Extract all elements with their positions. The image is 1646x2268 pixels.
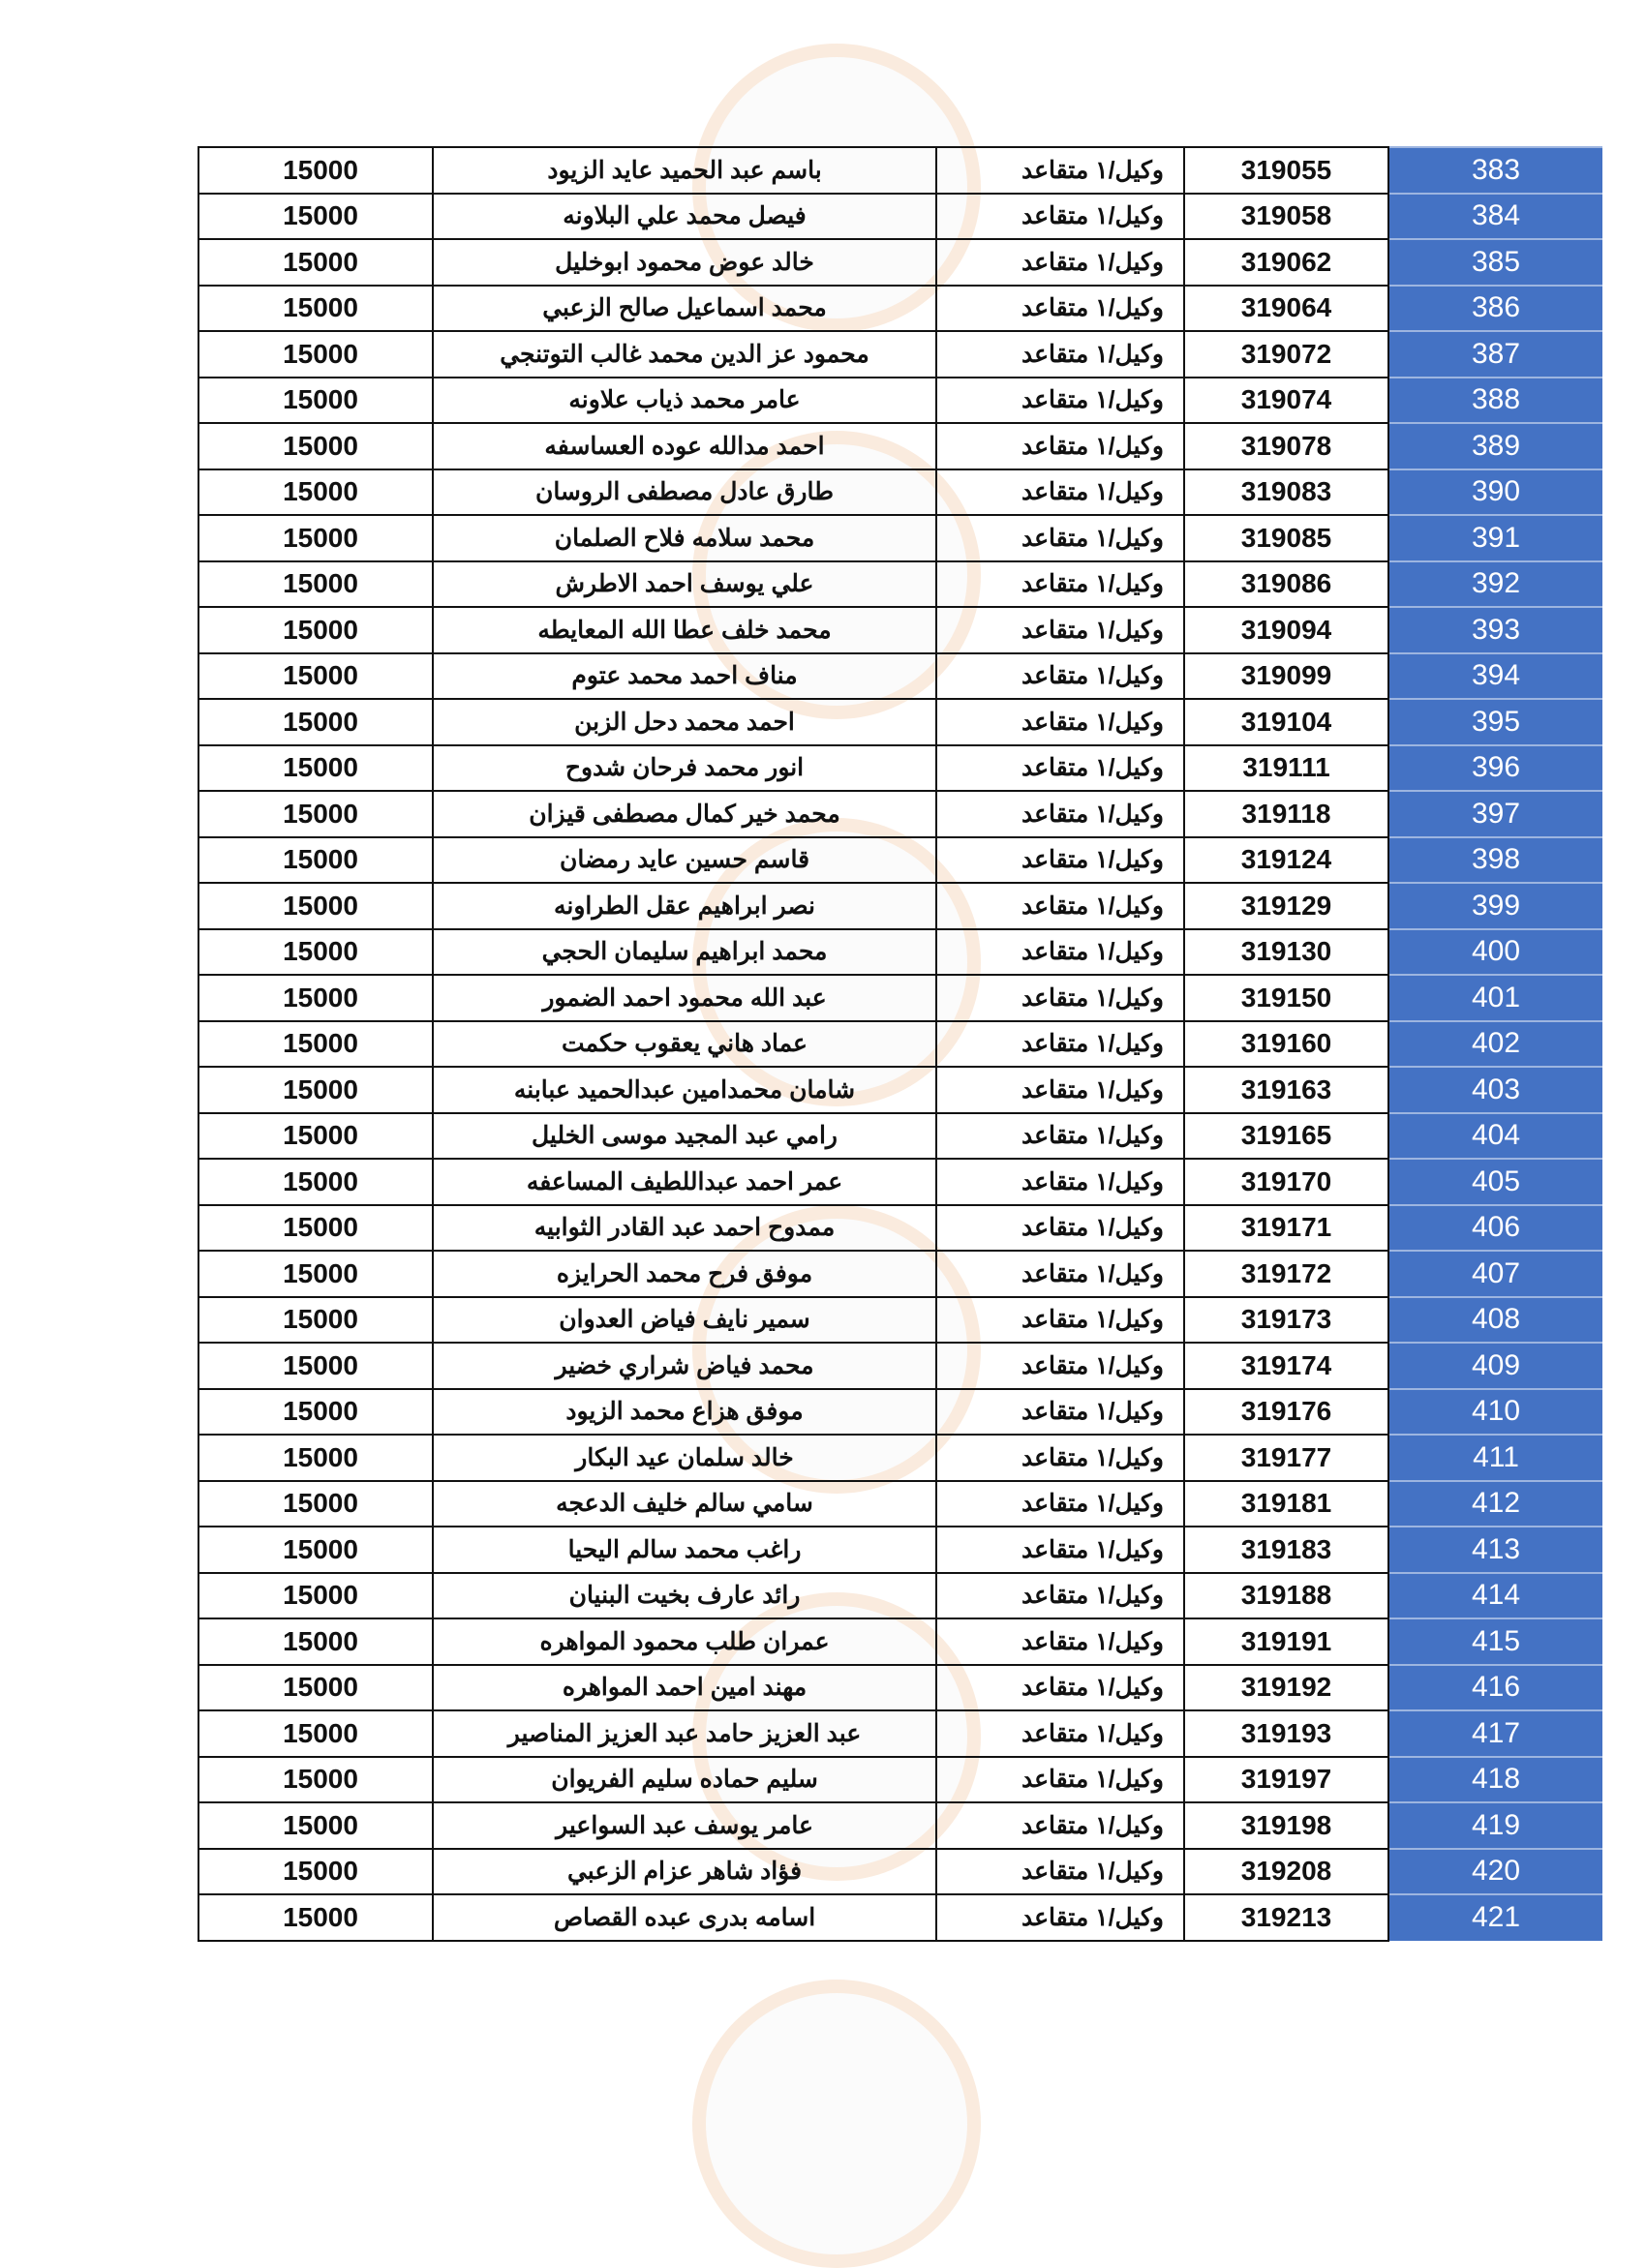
amount-cell: 15000 — [198, 147, 433, 194]
table-row — [198, 929, 1602, 976]
table-row — [198, 1251, 1602, 1297]
name-cell: محمود عز الدين محمد غالب التوتنجي — [433, 331, 936, 378]
name-cell: علي يوسف احمد الاطرش — [433, 561, 936, 608]
name-cell: محمد ابراهيم سليمان الحجي — [433, 929, 936, 976]
military-number-cell: 319150 — [1184, 975, 1388, 1021]
rank-cell: وكيل/١ متقاعد — [936, 791, 1184, 837]
rank-cell: وكيل/١ متقاعد — [936, 1618, 1184, 1665]
row-index-cell: 405 — [1388, 1159, 1602, 1205]
name-cell: انور محمد فرحان شدوح — [433, 745, 936, 792]
amount-cell: 15000 — [198, 1251, 433, 1297]
amount-cell: 15000 — [198, 1389, 433, 1436]
amount-cell: 15000 — [198, 929, 433, 976]
table-row — [198, 1710, 1602, 1757]
rank-cell: وكيل/١ متقاعد — [936, 607, 1184, 653]
table-row — [198, 1343, 1602, 1389]
amount-cell: 15000 — [198, 1849, 433, 1895]
table-row — [198, 607, 1602, 653]
row-index-cell: 411 — [1388, 1435, 1602, 1481]
military-number-cell: 319191 — [1184, 1618, 1388, 1665]
amount-cell: 15000 — [198, 469, 433, 516]
military-number-cell: 319104 — [1184, 699, 1388, 745]
rank-cell: وكيل/١ متقاعد — [936, 1481, 1184, 1527]
rank-cell: وكيل/١ متقاعد — [936, 837, 1184, 884]
row-index-cell: 394 — [1388, 653, 1602, 700]
table-row — [198, 194, 1602, 240]
rank-cell: وكيل/١ متقاعد — [936, 194, 1184, 240]
military-number-cell: 319177 — [1184, 1435, 1388, 1481]
amount-cell: 15000 — [198, 1894, 433, 1941]
row-index-cell: 389 — [1388, 423, 1602, 469]
amount-cell: 15000 — [198, 1757, 433, 1803]
amount-cell: 15000 — [198, 791, 433, 837]
amount-cell: 15000 — [198, 1205, 433, 1252]
amount-cell: 15000 — [198, 423, 433, 469]
rank-cell: وكيل/١ متقاعد — [936, 1435, 1184, 1481]
rank-cell: وكيل/١ متقاعد — [936, 1849, 1184, 1895]
table-row — [198, 745, 1602, 792]
military-number-cell: 319213 — [1184, 1894, 1388, 1941]
amount-cell: 15000 — [198, 1573, 433, 1619]
row-index-cell: 409 — [1388, 1343, 1602, 1389]
amount-cell: 15000 — [198, 1297, 433, 1344]
amount-cell: 15000 — [198, 1710, 433, 1757]
table-row — [198, 1297, 1602, 1344]
row-index-cell: 408 — [1388, 1297, 1602, 1344]
row-index-cell: 421 — [1388, 1894, 1602, 1941]
amount-cell: 15000 — [198, 653, 433, 700]
row-index-cell: 417 — [1388, 1710, 1602, 1757]
name-cell: عماد هاني يعقوب حكمت — [433, 1021, 936, 1068]
military-number-cell: 319055 — [1184, 147, 1388, 194]
row-index-cell: 419 — [1388, 1802, 1602, 1849]
name-cell: موفق هزاع محمد الزيود — [433, 1389, 936, 1436]
row-index-cell: 393 — [1388, 607, 1602, 653]
rank-cell: وكيل/١ متقاعد — [936, 469, 1184, 516]
row-index-cell: 386 — [1388, 286, 1602, 332]
military-number-cell: 319171 — [1184, 1205, 1388, 1252]
table-row — [198, 286, 1602, 332]
military-number-cell: 319124 — [1184, 837, 1388, 884]
row-index-cell: 413 — [1388, 1527, 1602, 1573]
amount-cell: 15000 — [198, 745, 433, 792]
rank-cell: وكيل/١ متقاعد — [936, 699, 1184, 745]
name-cell: خالد سلمان عيد البكار — [433, 1435, 936, 1481]
name-cell: سليم حماده سليم الفريوان — [433, 1757, 936, 1803]
amount-cell: 15000 — [198, 1113, 433, 1160]
amount-cell: 15000 — [198, 1527, 433, 1573]
name-cell: محمد اسماعيل صالح الزعبي — [433, 286, 936, 332]
amount-cell: 15000 — [198, 1618, 433, 1665]
rank-cell: وكيل/١ متقاعد — [936, 286, 1184, 332]
military-number-cell: 319170 — [1184, 1159, 1388, 1205]
military-number-cell: 319172 — [1184, 1251, 1388, 1297]
name-cell: احمد محمد دحل الزبن — [433, 699, 936, 745]
amount-cell: 15000 — [198, 607, 433, 653]
name-cell: محمد فياض شراري خضير — [433, 1343, 936, 1389]
table-row — [198, 561, 1602, 608]
name-cell: محمد خلف عطا الله المعايطه — [433, 607, 936, 653]
rank-cell: وكيل/١ متقاعد — [936, 1159, 1184, 1205]
rank-cell: وكيل/١ متقاعد — [936, 1021, 1184, 1068]
name-cell: عبد العزيز حامد عبد العزيز المناصير — [433, 1710, 936, 1757]
amount-cell: 15000 — [198, 837, 433, 884]
table-row — [198, 423, 1602, 469]
name-cell: مناف احمد محمد عتوم — [433, 653, 936, 700]
rank-cell: وكيل/١ متقاعد — [936, 1067, 1184, 1113]
rank-cell: وكيل/١ متقاعد — [936, 1205, 1184, 1252]
table-row — [198, 1527, 1602, 1573]
military-number-cell: 319160 — [1184, 1021, 1388, 1068]
military-number-cell: 319163 — [1184, 1067, 1388, 1113]
row-index-cell: 401 — [1388, 975, 1602, 1021]
name-cell: محمد خير كمال مصطفى قيزان — [433, 791, 936, 837]
rank-cell: وكيل/١ متقاعد — [936, 1665, 1184, 1711]
table-row — [198, 1618, 1602, 1665]
table-row — [198, 1849, 1602, 1895]
name-cell: رائد عارف بخيت البنيان — [433, 1573, 936, 1619]
table-row — [198, 1113, 1602, 1160]
military-number-cell: 319188 — [1184, 1573, 1388, 1619]
amount-cell: 15000 — [198, 286, 433, 332]
military-number-cell: 319074 — [1184, 378, 1388, 424]
row-index-cell: 415 — [1388, 1618, 1602, 1665]
military-number-cell: 319208 — [1184, 1849, 1388, 1895]
name-cell: عامر يوسف عبد السواعير — [433, 1802, 936, 1849]
amount-cell: 15000 — [198, 239, 433, 286]
name-cell: احمد مدالله عوده العساسفه — [433, 423, 936, 469]
rank-cell: وكيل/١ متقاعد — [936, 1113, 1184, 1160]
amount-cell: 15000 — [198, 194, 433, 240]
amount-cell: 15000 — [198, 378, 433, 424]
military-number-cell: 319193 — [1184, 1710, 1388, 1757]
row-index-cell: 410 — [1388, 1389, 1602, 1436]
row-index-cell: 392 — [1388, 561, 1602, 608]
rank-cell: وكيل/١ متقاعد — [936, 1297, 1184, 1344]
table-row — [198, 1757, 1602, 1803]
name-cell: قاسم حسين عايد رمضان — [433, 837, 936, 884]
military-number-cell: 319181 — [1184, 1481, 1388, 1527]
amount-cell: 15000 — [198, 1067, 433, 1113]
military-number-cell: 319165 — [1184, 1113, 1388, 1160]
table-row — [198, 1481, 1602, 1527]
row-index-cell: 412 — [1388, 1481, 1602, 1527]
amount-cell: 15000 — [198, 1481, 433, 1527]
amount-cell: 15000 — [198, 1435, 433, 1481]
name-cell: محمد سلامه فلاح الصلمان — [433, 515, 936, 561]
name-cell: باسم عبد الحميد عايد الزيود — [433, 147, 936, 194]
rank-cell: وكيل/١ متقاعد — [936, 1527, 1184, 1573]
rank-cell: وكيل/١ متقاعد — [936, 1710, 1184, 1757]
rank-cell: وكيل/١ متقاعد — [936, 239, 1184, 286]
name-cell: خالد عوض محمود ابوخليل — [433, 239, 936, 286]
row-index-cell: 407 — [1388, 1251, 1602, 1297]
rank-cell: وكيل/١ متقاعد — [936, 331, 1184, 378]
row-index-cell: 395 — [1388, 699, 1602, 745]
rank-cell: وكيل/١ متقاعد — [936, 883, 1184, 929]
name-cell: طارق عادل مصطفى الروسان — [433, 469, 936, 516]
rank-cell: وكيل/١ متقاعد — [936, 1757, 1184, 1803]
name-cell: مهند امين احمد المواهره — [433, 1665, 936, 1711]
military-number-cell: 319072 — [1184, 331, 1388, 378]
military-number-cell: 319198 — [1184, 1802, 1388, 1849]
table-row — [198, 331, 1602, 378]
rank-cell: وكيل/١ متقاعد — [936, 1251, 1184, 1297]
table-row — [198, 1802, 1602, 1849]
name-cell: فيصل محمد علي البلاونه — [433, 194, 936, 240]
rank-cell: وكيل/١ متقاعد — [936, 653, 1184, 700]
name-cell: رامي عبد المجيد موسى الخليل — [433, 1113, 936, 1160]
rank-cell: وكيل/١ متقاعد — [936, 975, 1184, 1021]
table-row — [198, 975, 1602, 1021]
row-index-cell: 398 — [1388, 837, 1602, 884]
amount-cell: 15000 — [198, 1802, 433, 1849]
name-cell: عمران طلب محمود المواهره — [433, 1618, 936, 1665]
table-row — [198, 1067, 1602, 1113]
row-index-cell: 420 — [1388, 1849, 1602, 1895]
military-number-cell: 319085 — [1184, 515, 1388, 561]
name-cell: ممدوح احمد عبد القادر الثوابيه — [433, 1205, 936, 1252]
row-index-cell: 388 — [1388, 378, 1602, 424]
table-row — [198, 147, 1602, 194]
row-index-cell: 416 — [1388, 1665, 1602, 1711]
table-row — [198, 1021, 1602, 1068]
row-index-cell: 399 — [1388, 883, 1602, 929]
rank-cell: وكيل/١ متقاعد — [936, 423, 1184, 469]
row-index-cell: 396 — [1388, 745, 1602, 792]
watermark-logo — [692, 1980, 981, 2268]
name-cell: اسامه بدرى عبده القصاص — [433, 1894, 936, 1941]
table-row — [198, 1894, 1602, 1941]
name-cell: موفق فرح محمد الحرايزه — [433, 1251, 936, 1297]
rank-cell: وكيل/١ متقاعد — [936, 929, 1184, 976]
row-index-cell: 383 — [1388, 147, 1602, 194]
name-cell: سامي سالم خليف الدعجه — [433, 1481, 936, 1527]
table-row — [198, 239, 1602, 286]
military-number-cell: 319174 — [1184, 1343, 1388, 1389]
amount-cell: 15000 — [198, 1021, 433, 1068]
military-number-cell: 319086 — [1184, 561, 1388, 608]
amount-cell: 15000 — [198, 883, 433, 929]
rank-cell: وكيل/١ متقاعد — [936, 1389, 1184, 1436]
name-cell: فؤاد شاهر عزام الزعبي — [433, 1849, 936, 1895]
military-number-cell: 319173 — [1184, 1297, 1388, 1344]
military-number-cell: 319129 — [1184, 883, 1388, 929]
rank-cell: وكيل/١ متقاعد — [936, 515, 1184, 561]
name-cell: عامر محمد ذياب علاونه — [433, 378, 936, 424]
table-row — [198, 469, 1602, 516]
row-index-cell: 402 — [1388, 1021, 1602, 1068]
table-row — [198, 791, 1602, 837]
rank-cell: وكيل/١ متقاعد — [936, 378, 1184, 424]
table-row — [198, 1435, 1602, 1481]
table-row — [198, 1665, 1602, 1711]
amount-cell: 15000 — [198, 331, 433, 378]
table-row — [198, 1205, 1602, 1252]
name-cell: راغب محمد سالم اليحيا — [433, 1527, 936, 1573]
amount-cell: 15000 — [198, 1159, 433, 1205]
name-cell: عبد الله محمود احمد الضمور — [433, 975, 936, 1021]
row-index-cell: 384 — [1388, 194, 1602, 240]
row-index-cell: 404 — [1388, 1113, 1602, 1160]
row-index-cell: 390 — [1388, 469, 1602, 516]
military-number-cell: 319064 — [1184, 286, 1388, 332]
row-index-cell: 387 — [1388, 331, 1602, 378]
military-number-cell: 319062 — [1184, 239, 1388, 286]
military-number-cell: 319183 — [1184, 1527, 1388, 1573]
rank-cell: وكيل/١ متقاعد — [936, 1802, 1184, 1849]
name-cell: شامان محمدامين عبدالحميد عبابنه — [433, 1067, 936, 1113]
row-index-cell: 414 — [1388, 1573, 1602, 1619]
table-row — [198, 1389, 1602, 1436]
military-number-cell: 319118 — [1184, 791, 1388, 837]
table-row — [198, 515, 1602, 561]
row-index-cell: 403 — [1388, 1067, 1602, 1113]
table-row — [198, 653, 1602, 700]
table-row — [198, 699, 1602, 745]
military-number-cell: 319197 — [1184, 1757, 1388, 1803]
table-row — [198, 883, 1602, 929]
military-number-cell: 319094 — [1184, 607, 1388, 653]
military-number-cell: 319176 — [1184, 1389, 1388, 1436]
military-number-cell: 319099 — [1184, 653, 1388, 700]
rank-cell: وكيل/١ متقاعد — [936, 147, 1184, 194]
name-cell: عمر احمد عبداللطيف المساعفه — [433, 1159, 936, 1205]
military-number-cell: 319058 — [1184, 194, 1388, 240]
table-row — [198, 837, 1602, 884]
row-index-cell: 418 — [1388, 1757, 1602, 1803]
amount-cell: 15000 — [198, 699, 433, 745]
row-index-cell: 385 — [1388, 239, 1602, 286]
row-index-cell: 400 — [1388, 929, 1602, 976]
amount-cell: 15000 — [198, 561, 433, 608]
amount-cell: 15000 — [198, 975, 433, 1021]
military-number-cell: 319078 — [1184, 423, 1388, 469]
row-index-cell: 391 — [1388, 515, 1602, 561]
rank-cell: وكيل/١ متقاعد — [936, 1573, 1184, 1619]
military-number-cell: 319083 — [1184, 469, 1388, 516]
military-number-cell: 319130 — [1184, 929, 1388, 976]
name-cell: نصر ابراهيم عقل الطراونه — [433, 883, 936, 929]
table-row — [198, 1159, 1602, 1205]
rank-cell: وكيل/١ متقاعد — [936, 1894, 1184, 1941]
amount-cell: 15000 — [198, 1343, 433, 1389]
payment-table — [198, 146, 1602, 1942]
row-index-cell: 406 — [1388, 1205, 1602, 1252]
table-row — [198, 1573, 1602, 1619]
table-row — [198, 378, 1602, 424]
amount-cell: 15000 — [198, 1665, 433, 1711]
row-index-cell: 397 — [1388, 791, 1602, 837]
amount-cell: 15000 — [198, 515, 433, 561]
rank-cell: وكيل/١ متقاعد — [936, 561, 1184, 608]
rank-cell: وكيل/١ متقاعد — [936, 745, 1184, 792]
military-number-cell: 319192 — [1184, 1665, 1388, 1711]
military-number-cell: 319111 — [1184, 745, 1388, 792]
rank-cell: وكيل/١ متقاعد — [936, 1343, 1184, 1389]
name-cell: سمير نايف فياض العدوان — [433, 1297, 936, 1344]
